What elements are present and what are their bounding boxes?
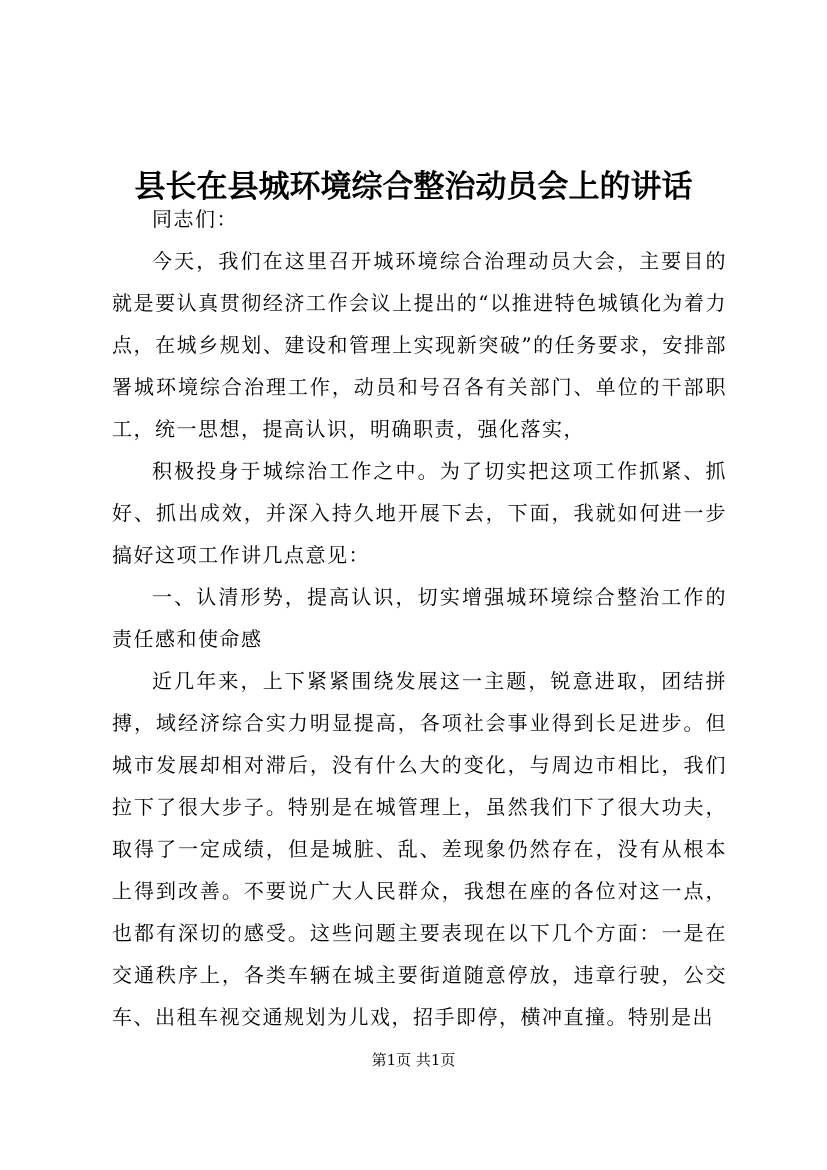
document-title: 县长在县城环境综合整治动员会上的讲话 — [134, 168, 693, 205]
paragraph-salutation: 同志们： — [152, 207, 238, 231]
paragraph: 今天，我们在这里召开城环境综合治理动员大会，主要目的就是要认真贯彻经济工作会议上提出的“以推进特色城镇化为着力点，在城乡规划、建设和管理上实现新突破”的任务要求，安排部署城环境综合治理工作，动员和号召各有关部门、单位的干部职工，统一思想，提高认识，明确职责，强化落实， — [112, 249, 727, 441]
page-footer: 第1页 共1页 — [371, 1051, 456, 1069]
paragraph: 近几年来，上下紧紧围绕发展这一主题，锐意进取，团结拼搏，域经济综合实力明显提高，各项社会事业得到长足进步。但城市发展却相对滞后，没有什么大的变化，与周边市相比，我们拉下了很大步子。特别是在城管理上，虽然我们下了很大功夫，取得了一定成绩，但是城脏、乱、差现象仍然存在，没有从根本上得到改善。不要说广大人民群众，我想在座的各位对这一点，也都有深切的感受。这些问题主要表现在以下几个方面：一是在交通秩序上，各类车辆在城主要街道随意停放，违章行驶，公交车、出租车视交通规划为儿戏，招手即停，横冲直撞。特别是出 — [112, 669, 727, 1029]
document-body — [112, 198, 727, 1038]
paragraph: 积极投身于城综治工作之中。为了切实把这项工作抓紧、抓好、抓出成效，并深入持久地开展下去，下面，我就如何进一步搞好这项工作讲几点意见： — [112, 459, 727, 567]
section-heading: 一、认清形势，提高认识，切实增强城环境综合整治工作的责任感和使命感 — [112, 585, 727, 651]
